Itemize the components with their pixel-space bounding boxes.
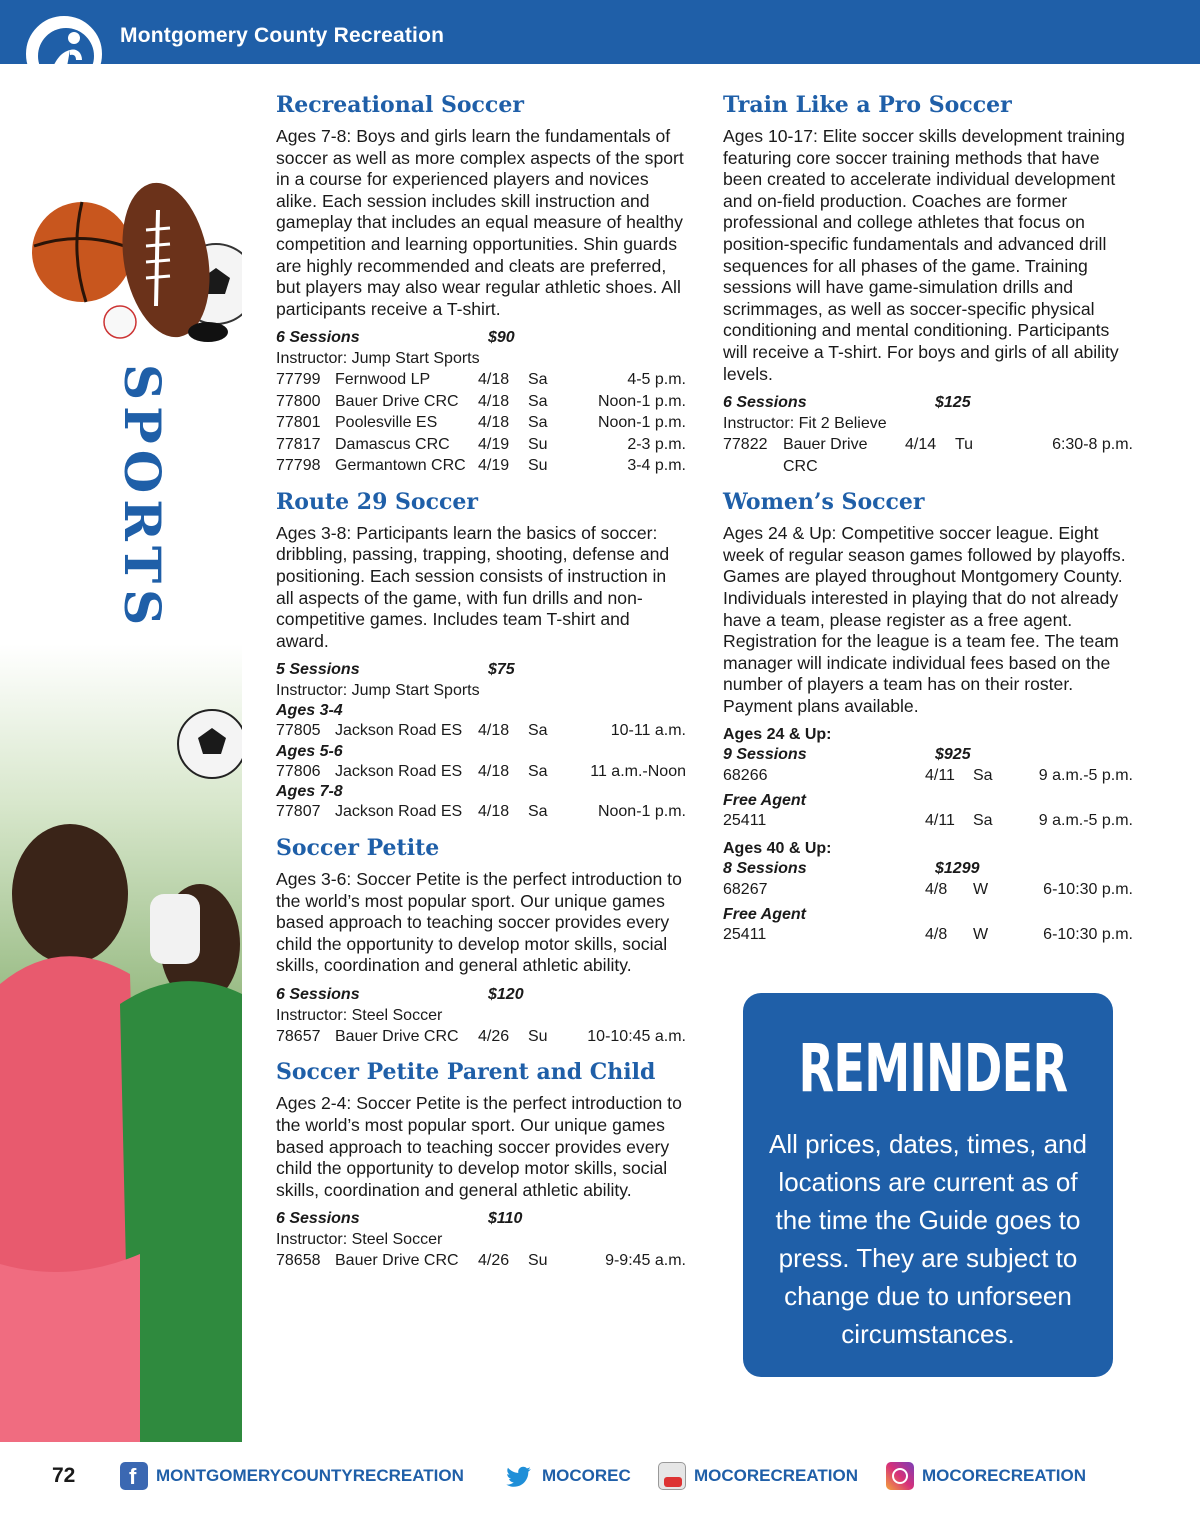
- time-range: 6:30-8 p.m.: [1052, 436, 1133, 454]
- location: Bauer Drive CRC: [783, 436, 868, 475]
- start-date: 4/14: [905, 436, 937, 454]
- schedule-row: [276, 455, 686, 477]
- time-range: 4-5 p.m.: [627, 371, 686, 389]
- start-date: 4/18: [478, 392, 510, 410]
- session-price-line: [723, 393, 1133, 413]
- activity-code: 78657: [276, 1027, 321, 1045]
- section-label-vertical: [112, 364, 182, 632]
- activity-code: 68267: [723, 881, 768, 899]
- reminder-box: [743, 993, 1113, 1377]
- activity-code: 77807: [276, 803, 321, 821]
- instructor-line: Instructor: Steel Soccer: [276, 1006, 443, 1024]
- program-title: Soccer Petite: [276, 834, 440, 861]
- weekday: Su: [528, 1252, 548, 1270]
- session-count: 6 Sessions: [276, 1210, 360, 1228]
- location: Jackson Road ES: [335, 803, 463, 821]
- location: Poolesville ES: [335, 414, 438, 432]
- weekday: Sa: [528, 392, 548, 410]
- program-title: Recreational Soccer: [276, 92, 524, 118]
- session-price-line: [276, 660, 686, 680]
- session-price-line: [723, 745, 1133, 765]
- social-youtube[interactable]: [658, 1462, 858, 1490]
- left-program-list: [276, 88, 686, 1272]
- location: Germantown CRC: [335, 457, 466, 475]
- footer-bar: [0, 1450, 1200, 1500]
- activity-code: 77806: [276, 762, 321, 780]
- location: Jackson Road ES: [335, 762, 463, 780]
- program-price: $120: [488, 985, 524, 1003]
- weekday: Sa: [528, 414, 548, 432]
- header-bar: [0, 0, 1200, 64]
- schedule-row: [723, 765, 1133, 787]
- program-title: Train Like a Pro Soccer: [723, 92, 1012, 118]
- age-group-label: Ages 7-8: [276, 783, 343, 801]
- age-group-label: Ages 3-4: [276, 702, 343, 720]
- session-count: 6 Sessions: [723, 394, 807, 412]
- sports-balls-illustration: [30, 130, 242, 350]
- left-column: [276, 88, 686, 1280]
- time-range: 9-9:45 a.m.: [605, 1252, 686, 1270]
- activity-code: 77822: [723, 436, 768, 454]
- weekday: W: [973, 881, 989, 899]
- session-count: 5 Sessions: [276, 661, 360, 679]
- program-description: Ages 10-17: Elite soccer skills development training featuring core soccer training methods that have been created to accelerate individual development and on-field production. Coaches are former professional and college athletes that focus on position-specific fundamentals and advanced drill sequences for all phases of the game. Training sessions will have game-simulation drills and scrimmages, as well as soccer-specific physical conditioning and mental conditioning. Participants will receive a T-shirt. For boys and girls of all ability levels.: [723, 126, 1125, 384]
- schedule-row: [276, 801, 686, 823]
- reminder-body: All prices, dates, times, and locations are current as of the time the Guide goes to press. They are subject to change due to unforseen circumstances.: [769, 1129, 1087, 1349]
- program-price: $110: [488, 1210, 523, 1228]
- program-description: Ages 3-6: Soccer Petite is the perfect introduction to the world’s most popular sport. Our unique games based approach to teaching soccer provides every child the opportunity to develop motor skills, social skills, coordination and general athletic ability.: [276, 868, 682, 976]
- sidebar-panel: [0, 64, 242, 1442]
- activity-code: 77800: [276, 392, 321, 410]
- program-title: Women’s Soccer: [723, 489, 925, 516]
- start-date: 4/19: [478, 457, 510, 475]
- location: Bauer Drive CRC: [335, 1252, 459, 1270]
- time-range: 9 a.m.-5 p.m.: [1038, 811, 1133, 829]
- section-label-text: SPORTS: [113, 364, 172, 632]
- social-instagram[interactable]: [886, 1462, 1086, 1490]
- start-date: 4/18: [478, 762, 510, 780]
- schedule-row: [276, 412, 686, 434]
- session-price-line: [723, 859, 1133, 879]
- activity-code: 25411: [723, 811, 767, 829]
- program-womens-soccer: [723, 485, 1133, 945]
- weekday: Sa: [528, 803, 548, 821]
- weekday: W: [973, 925, 989, 943]
- time-range: 10-10:45 a.m.: [587, 1027, 686, 1045]
- start-date: 4/26: [478, 1252, 510, 1270]
- schedule-row: [723, 879, 1133, 901]
- weekday: Su: [528, 457, 548, 475]
- instructor-line: Instructor: Jump Start Sports: [276, 682, 480, 700]
- location: Damascus CRC: [335, 435, 450, 453]
- program-title: Soccer Petite Parent and Child: [276, 1059, 656, 1086]
- program-description: Ages 7-8: Boys and girls learn the fundamentals of soccer as well as more complex aspects of the sport in a course for experienced players and novices alike. Each session includes skill instruction and gameplay that includes an equal measure of healthy competition and learning opportunities. Shin guards are highly recommended and cleats are preferred, but players may also wear regular athletic shoes. All participants receive a T-shirt.: [276, 126, 684, 319]
- location: Bauer Drive CRC: [335, 392, 459, 410]
- program-description: Ages 3-8: Participants learn the basics of soccer: dribbling, passing, trapping, shooting, defense and positioning. Each session consists of instruction in all aspects of the game, with fun drills and non-competitive games. Includes team T-shirt and award.: [276, 522, 670, 651]
- instructor-line: Instructor: Fit 2 Believe: [723, 415, 887, 433]
- start-date: 4/18: [478, 414, 510, 432]
- schedule-row: [723, 434, 1133, 477]
- soccer-players-photo: [0, 644, 242, 1442]
- division-block: [723, 839, 1133, 945]
- start-date: 4/19: [478, 435, 510, 453]
- free-agent-label: Free Agent: [723, 905, 806, 923]
- age-group-label: Ages 5-6: [276, 742, 343, 760]
- weekday: Su: [528, 1027, 548, 1045]
- program-price: $75: [488, 661, 515, 679]
- activity-code: 77817: [276, 435, 321, 453]
- schedule-row: [276, 720, 686, 742]
- weekday: Tu: [955, 436, 974, 454]
- program-block: [276, 1055, 686, 1271]
- brand-name: Montgomery County Recreation: [120, 24, 445, 47]
- location: Fernwood LP: [335, 371, 431, 389]
- activity-code: 77798: [276, 457, 321, 475]
- program-price: $90: [488, 329, 515, 347]
- program-description: Ages 24 & Up: Competitive soccer league. Eight week of regular season games followed by playoffs. Games are played throughout Montgomery County. Individuals interested in playing that do not already have a team, please register as a free agent. Registration for the league is a team fee. The team manager will indicate individual fees based on the number of players a team has on their roster. Payment plans available.: [723, 523, 1126, 716]
- program-block: [276, 831, 686, 1047]
- time-range: Noon-1 p.m.: [597, 414, 686, 432]
- right-column: [723, 88, 1133, 953]
- activity-code: 77805: [276, 722, 321, 740]
- social-handle: MONTGOMERYCOUNTYRECREATION: [156, 1466, 464, 1485]
- program-price: $1299: [935, 860, 980, 878]
- division-heading: Ages 40 & Up:: [723, 840, 832, 858]
- program-block: [276, 88, 686, 477]
- time-range: Noon-1 p.m.: [597, 803, 686, 821]
- program-price: $125: [935, 394, 971, 412]
- weekday: Sa: [973, 811, 993, 829]
- activity-code: 68266: [723, 767, 768, 785]
- time-range: 6-10:30 p.m.: [1043, 881, 1133, 899]
- start-date: 4/18: [478, 371, 510, 389]
- twitter-icon: [506, 1462, 534, 1490]
- time-range: 9 a.m.-5 p.m.: [1038, 767, 1133, 785]
- program-title: Route 29 Soccer: [276, 488, 478, 515]
- session-price-line: [276, 328, 686, 348]
- session-count: 6 Sessions: [276, 329, 360, 347]
- page-number: 72: [52, 1464, 76, 1487]
- start-date: 4/11: [925, 767, 955, 785]
- time-range: 11 a.m.-Noon: [590, 762, 686, 780]
- session-price-line: [276, 1209, 686, 1229]
- start-date: 4/18: [478, 722, 510, 740]
- program-description: Ages 2-4: Soccer Petite is the perfect introduction to the world’s most popular sport. Our unique games based approach to teaching soccer provides every child the opportunity to develop motor skills, social skills, coordination and general athletic ability.: [276, 1093, 682, 1200]
- social-twitter[interactable]: [506, 1462, 631, 1490]
- social-facebook[interactable]: [120, 1462, 464, 1490]
- program-price: $925: [935, 746, 971, 764]
- division-heading: Ages 24 & Up:: [723, 726, 832, 744]
- start-date: 4/26: [478, 1027, 510, 1045]
- schedule-row: [723, 924, 1133, 946]
- schedule-row: [276, 1250, 686, 1272]
- time-range: 3-4 p.m.: [627, 457, 686, 475]
- schedule-row: [723, 810, 1133, 832]
- session-count: 9 Sessions: [723, 746, 807, 764]
- session-count: 6 Sessions: [276, 985, 360, 1003]
- time-range: 6-10:30 p.m.: [1043, 925, 1133, 943]
- division-block: [723, 725, 1133, 831]
- start-date: 4/8: [925, 881, 948, 899]
- program-block: [276, 485, 686, 823]
- social-handle: MOCORECREATION: [694, 1466, 859, 1485]
- schedule-row: [276, 391, 686, 413]
- weekday: Sa: [973, 767, 993, 785]
- start-date: 4/8: [925, 925, 948, 943]
- location: Bauer Drive CRC: [335, 1027, 459, 1045]
- session-count: 8 Sessions: [723, 860, 807, 878]
- time-range: 2-3 p.m.: [627, 435, 686, 453]
- activity-code: 77799: [276, 371, 321, 389]
- start-date: 4/11: [925, 811, 955, 829]
- free-agent-label: Free Agent: [723, 791, 806, 809]
- activity-code: 77801: [276, 414, 321, 432]
- session-price-line: [276, 985, 686, 1005]
- instructor-line: Instructor: Steel Soccer: [276, 1231, 443, 1249]
- weekday: Su: [528, 435, 548, 453]
- time-range: 10-11 a.m.: [610, 722, 686, 740]
- weekday: Sa: [528, 371, 548, 389]
- division-list: [723, 725, 1133, 945]
- schedule-row: [276, 761, 686, 783]
- activity-code: 25411: [723, 925, 767, 943]
- social-handle: MOCOREC: [542, 1466, 631, 1485]
- activity-code: 78658: [276, 1252, 321, 1270]
- schedule-row: [276, 434, 686, 456]
- facebook-icon: [120, 1462, 148, 1490]
- schedule-row: [276, 369, 686, 391]
- weekday: Sa: [528, 722, 548, 740]
- location: Jackson Road ES: [335, 722, 463, 740]
- reminder-heading: REMINDER: [798, 1030, 1068, 1107]
- instructor-line: Instructor: Jump Start Sports: [276, 350, 480, 368]
- youtube-icon: [658, 1462, 686, 1490]
- program-train-like-pro: [723, 88, 1133, 477]
- instagram-icon: [886, 1462, 914, 1490]
- start-date: 4/18: [478, 803, 510, 821]
- weekday: Sa: [528, 762, 548, 780]
- social-handle: MOCORECREATION: [922, 1466, 1087, 1485]
- time-range: Noon-1 p.m.: [597, 392, 686, 410]
- schedule-row: [276, 1026, 686, 1048]
